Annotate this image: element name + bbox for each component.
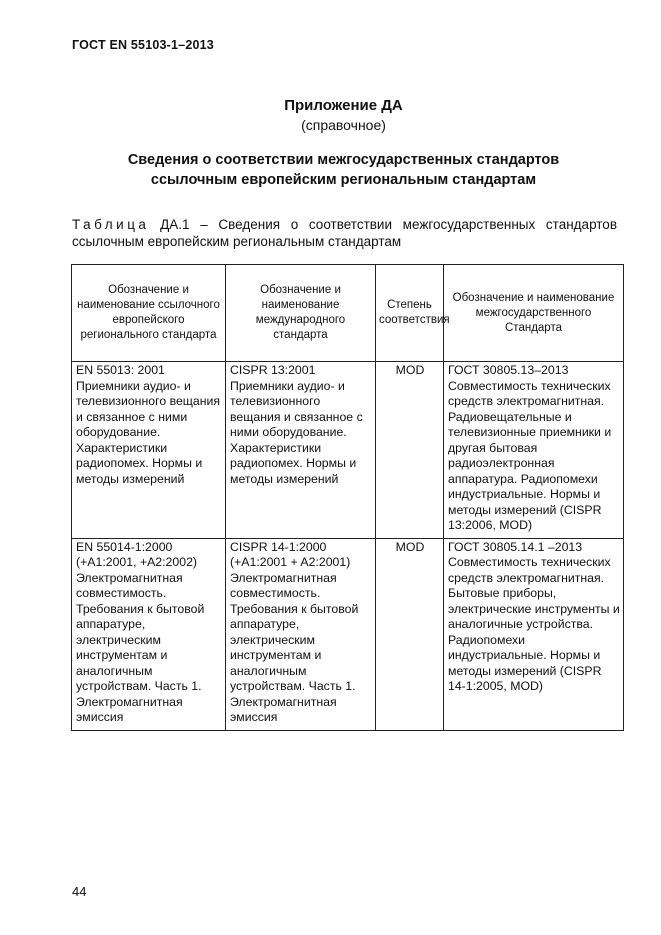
heading-line-2: ссылочным европейским региональным стандартам <box>150 172 537 188</box>
header-interstate: Обозначение и наименование межгосударственного Стандарта <box>444 265 624 362</box>
cell-interstate: ГОСТ 30805.14.1 –2013 Совместимость технических средств электромагнитная. Бытовые приборы, электрические инструменты и аналогичные устройства. Радиопомехи индустриальные. Нормы и методы измерений (CISPR 14-1:2005, MOD) <box>444 538 624 730</box>
page-number: 44 <box>72 884 87 899</box>
document-code: ГОСТ EN 55103-1–2013 <box>72 38 214 52</box>
table-row <box>72 362 624 539</box>
appendix-subtitle: (справочное) <box>301 117 386 133</box>
header-regional: Обозначение и наименование ссылочного европейского регионального стандарта <box>72 265 226 362</box>
caption-label: Таблица <box>72 217 150 232</box>
cell-degree: MOD <box>376 538 444 730</box>
heading-line-1: Сведения о соответствии межгосударственных стандартов <box>127 152 560 168</box>
correspondence-table <box>71 264 624 731</box>
cell-degree: MOD <box>376 362 444 539</box>
table-header-row <box>72 265 624 362</box>
cell-international: CISPR 13:2001 Приемники аудио- и телевизионного вещания и связанное с ними оборудование. Характеристики радиопомех. Нормы и методы измерений <box>226 362 376 539</box>
header-degree: Степень соответствия <box>376 265 444 362</box>
section-heading <box>0 150 661 190</box>
caption-text: ДА.1 – Сведения о соответствии межгосударственных стандартов ссылочным европейским региональным стандартам <box>72 217 617 249</box>
cell-regional: EN 55014-1:2000 (+A1:2001, +A2:2002) Электромагнитная совместимость. Требования к бытовой аппаратуре, электрическим инструментам и аналогичным устройствам. Часть 1. Электромагнитная эмиссия <box>72 538 226 730</box>
table-caption <box>72 216 617 250</box>
cell-regional: EN 55013: 2001 Приемники аудио- и телевизионного вещания и связанное с ними оборудование. Характеристики радиопомех. Нормы и методы измерений <box>72 362 226 539</box>
table-row <box>72 538 624 730</box>
header-international: Обозначение и наименование международного стандарта <box>226 265 376 362</box>
cell-interstate: ГОСТ 30805.13–2013 Совместимость технических средств электромагнитная. Радиовещательные и телевизионные приемники и другая бытовая радиоэлектронная аппаратура. Радиопомехи индустриальные. Нормы и методы измерений (CISPR 13:2006, MOD) <box>444 362 624 539</box>
appendix-title: Приложение ДА <box>284 97 403 114</box>
cell-international: CISPR 14-1:2000 (+A1:2001 + A2:2001) Электромагнитная совместимость. Требования к бытовой аппаратуре, электрическим инструментам и аналогичным устройствам. Часть 1. Электромагнитная эмиссия <box>226 538 376 730</box>
